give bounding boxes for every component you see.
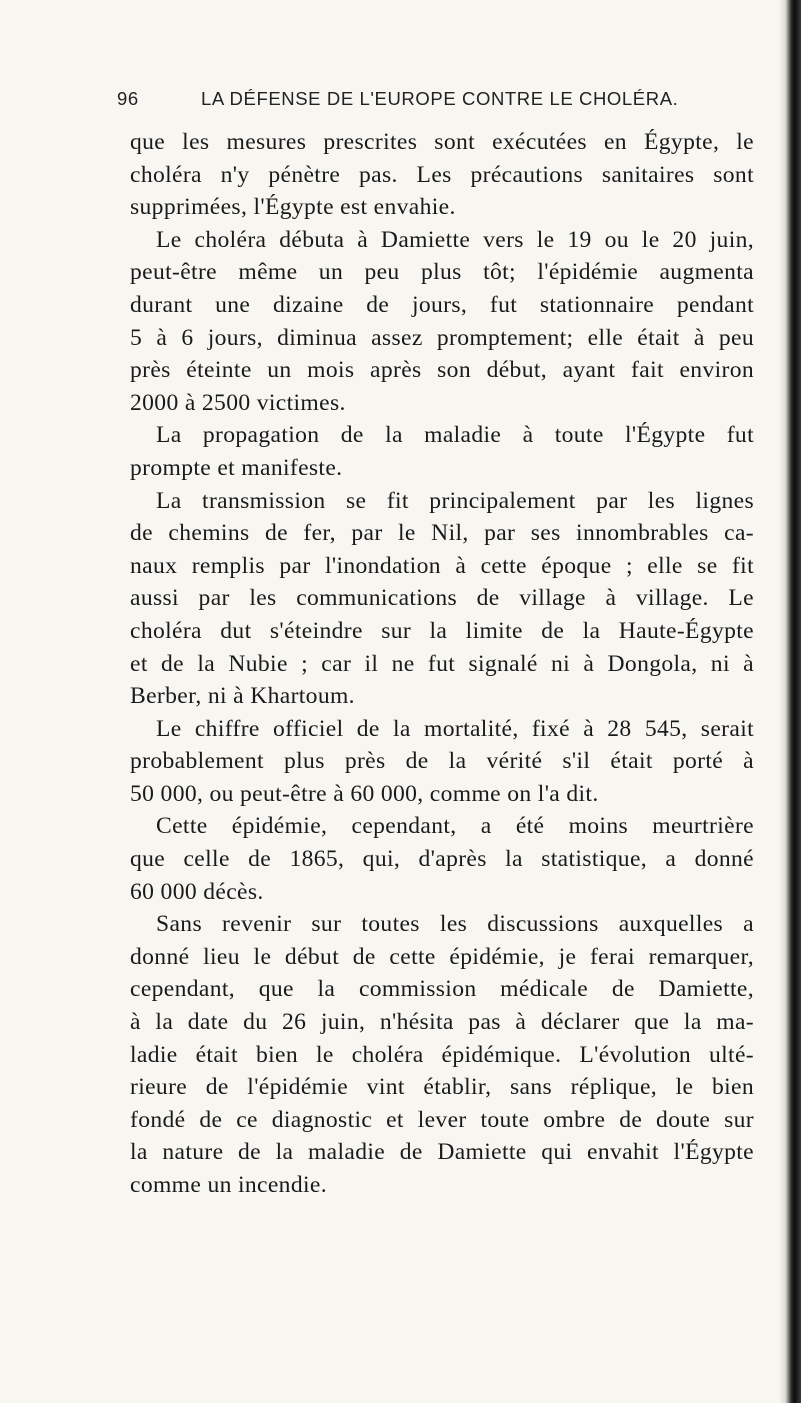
text-line: comme un incendie. <box>130 1172 327 1198</box>
text-line: que celle de 1865, qui, d'après la statistique, a donné <box>130 846 754 873</box>
text-line: fondé de ce diagnostic et lever toute ombre de doute sur <box>130 1106 754 1133</box>
text-line: cependant, que la commission médicale de Damiette, <box>130 976 754 1003</box>
text-line: aussi par les communications de village à village. Le <box>130 585 754 612</box>
page-number: 96 <box>117 88 139 109</box>
text-line: 60 000 décès. <box>130 878 264 905</box>
text-line: La transmission se fit principalement par les lignes <box>156 487 754 514</box>
text-line: et de la Nubie ; car il ne fut signalé ni à Dongola, ni à <box>130 650 754 677</box>
text-line: près éteinte un mois après son début, ayant fait environ <box>130 357 754 384</box>
text-line: supprimées, l'Égypte est envahie. <box>130 194 456 221</box>
text-line: probablement plus près de la vérité s'il était porté à <box>130 748 754 775</box>
text-line: donné lieu le début de cette épidémie, je ferai remarquer, <box>130 943 754 970</box>
running-header <box>117 88 757 114</box>
text-line: 50 000, ou peut-être à 60 000, comme on l'a dit. <box>130 780 599 807</box>
text-line: 2000 à 2500 victimes. <box>130 389 346 416</box>
text-line: Berber, ni à Khartoum. <box>130 683 355 710</box>
text-line: ladie était bien le choléra épidémique. L'évolution ulté- <box>130 1041 754 1068</box>
text-line: de chemins de fer, par le Nil, par ses innombrables ca- <box>130 520 754 547</box>
text-line: prompte et manifeste. <box>130 454 343 481</box>
text-line: 5 à 6 jours, diminua assez promptement; elle était à peu <box>130 324 754 351</box>
text-line: la nature de la maladie de Damiette qui envahit l'Égypte <box>130 1139 754 1166</box>
running-title: LA DÉFENSE DE L'EUROPE CONTRE LE CHOLÉRA. <box>201 88 679 109</box>
text-line: Sans revenir sur toutes les discussions auxquelles a <box>156 911 754 938</box>
text-line: à la date du 26 juin, n'hésita pas à déclarer que la ma- <box>130 1009 754 1036</box>
text-line: peut-être même un peu plus tôt; l'épidémie augmenta <box>130 259 754 286</box>
text-line: La propagation de la maladie à toute l'Égypte fut <box>156 422 754 449</box>
text-line: choléra n'y pénètre pas. Les précautions sanitaires sont <box>130 161 754 188</box>
text-line: Le chiffre officiel de la mortalité, fixé à 28 545, serait <box>156 715 754 742</box>
text-line: Le choléra débuta à Damiette vers le 19 ou le 20 juin, <box>156 226 754 253</box>
text-line: naux remplis par l'inondation à cette époque ; elle se fit <box>130 552 754 579</box>
text-line: durant une dizaine de jours, fut stationnaire pendant <box>130 291 754 318</box>
text-line: rieure de l'épidémie vint établir, sans réplique, le bien <box>130 1074 754 1101</box>
body-text <box>130 126 754 1202</box>
text-line: que les mesures prescrites sont exécutées en Égypte, le <box>130 129 754 155</box>
page-edge <box>785 0 801 1403</box>
text-line: Cette épidémie, cependant, a été moins meurtrière <box>156 813 754 840</box>
text-line: choléra dut s'éteindre sur la limite de la Haute-Égypte <box>130 617 754 644</box>
